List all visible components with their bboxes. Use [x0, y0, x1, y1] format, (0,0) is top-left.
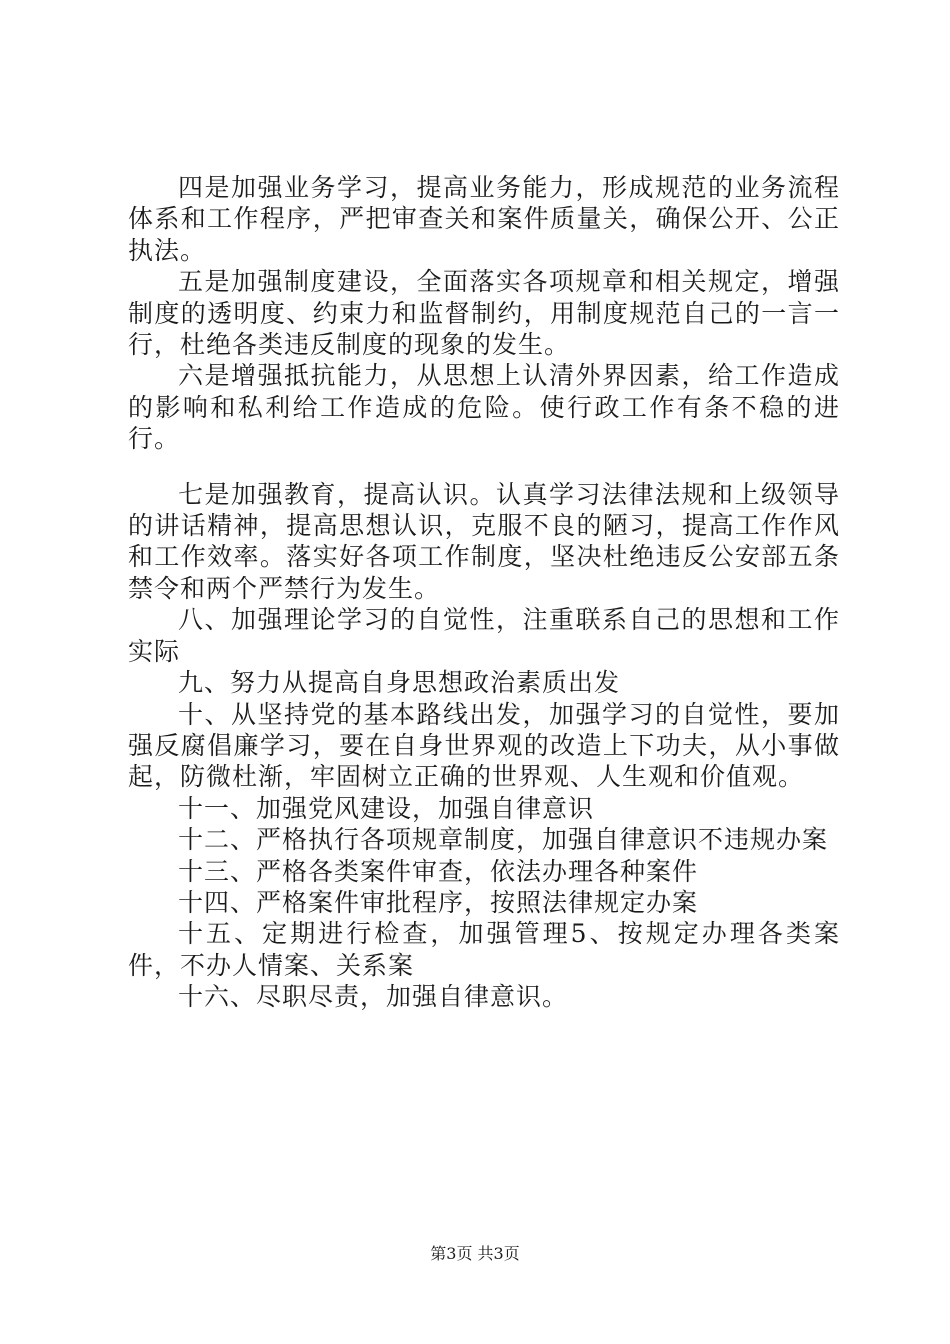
paragraph-item-13: 十三、严格各类案件审查，依法办理各种案件: [178, 856, 699, 886]
paragraph-item-6: 六是增强抵抗能力，从思想上认清外界因素，给工作造成的影响和私利给工作造成的危险。使行政工作有条不稳的进行。: [128, 361, 840, 454]
paragraph-item-10: 十、从坚持党的基本路线出发，加强学习的自觉性，要加强反腐倡廉学习，要在自身世界观的改造上下功夫，从小事做起，防微杜渐，牢固树立正确的世界观、人生观和价值观。: [128, 699, 840, 792]
paragraph-item-8: 八、加强理论学习的自觉性，注重联系自己的思想和工作实际: [128, 605, 840, 666]
document-body: [128, 172, 840, 1013]
paragraph-item-12: 十二、严格执行各项规章制度，加强自律意识不违规办案: [178, 825, 829, 855]
paragraph-item-11: 十一、加强党风建设，加强自律意识: [178, 793, 595, 823]
paragraph-item-14: 十四、严格案件审批程序，按照法律规定办案: [178, 887, 699, 917]
paragraph-item-5: 五是加强制度建设，全面落实各项规章和相关规定，增强制度的透明度、约束力和监督制约，用制度规范自己的一言一行，杜绝各类违反制度的现象的发生。: [128, 267, 840, 360]
paragraph-item-16: 十六、尽职尽责，加强自律意识。: [178, 982, 569, 1012]
page-number-footer: 第3页 共3页: [430, 1244, 520, 1263]
paragraph-item-15: 十五、定期进行检查，加强管理5、按规定办理各类案件，不办人情案、关系案: [128, 919, 840, 980]
paragraph-item-4: 四是加强业务学习，提高业务能力，形成规范的业务流程体系和工作程序，严把审查关和案件质量关，确保公开、公正执法。: [128, 173, 840, 265]
paragraph-item-9: 九、努力从提高自身思想政治素质出发: [178, 668, 621, 698]
paragraph-item-7: 七是加强教育，提高认识。认真学习法律法规和上级领导的讲话精神，提高思想认识，克服不良的陋习，提高工作作风和工作效率。落实好各项工作制度，坚决杜绝违反公安部五条禁令和两个严禁行为发生。: [128, 479, 840, 603]
